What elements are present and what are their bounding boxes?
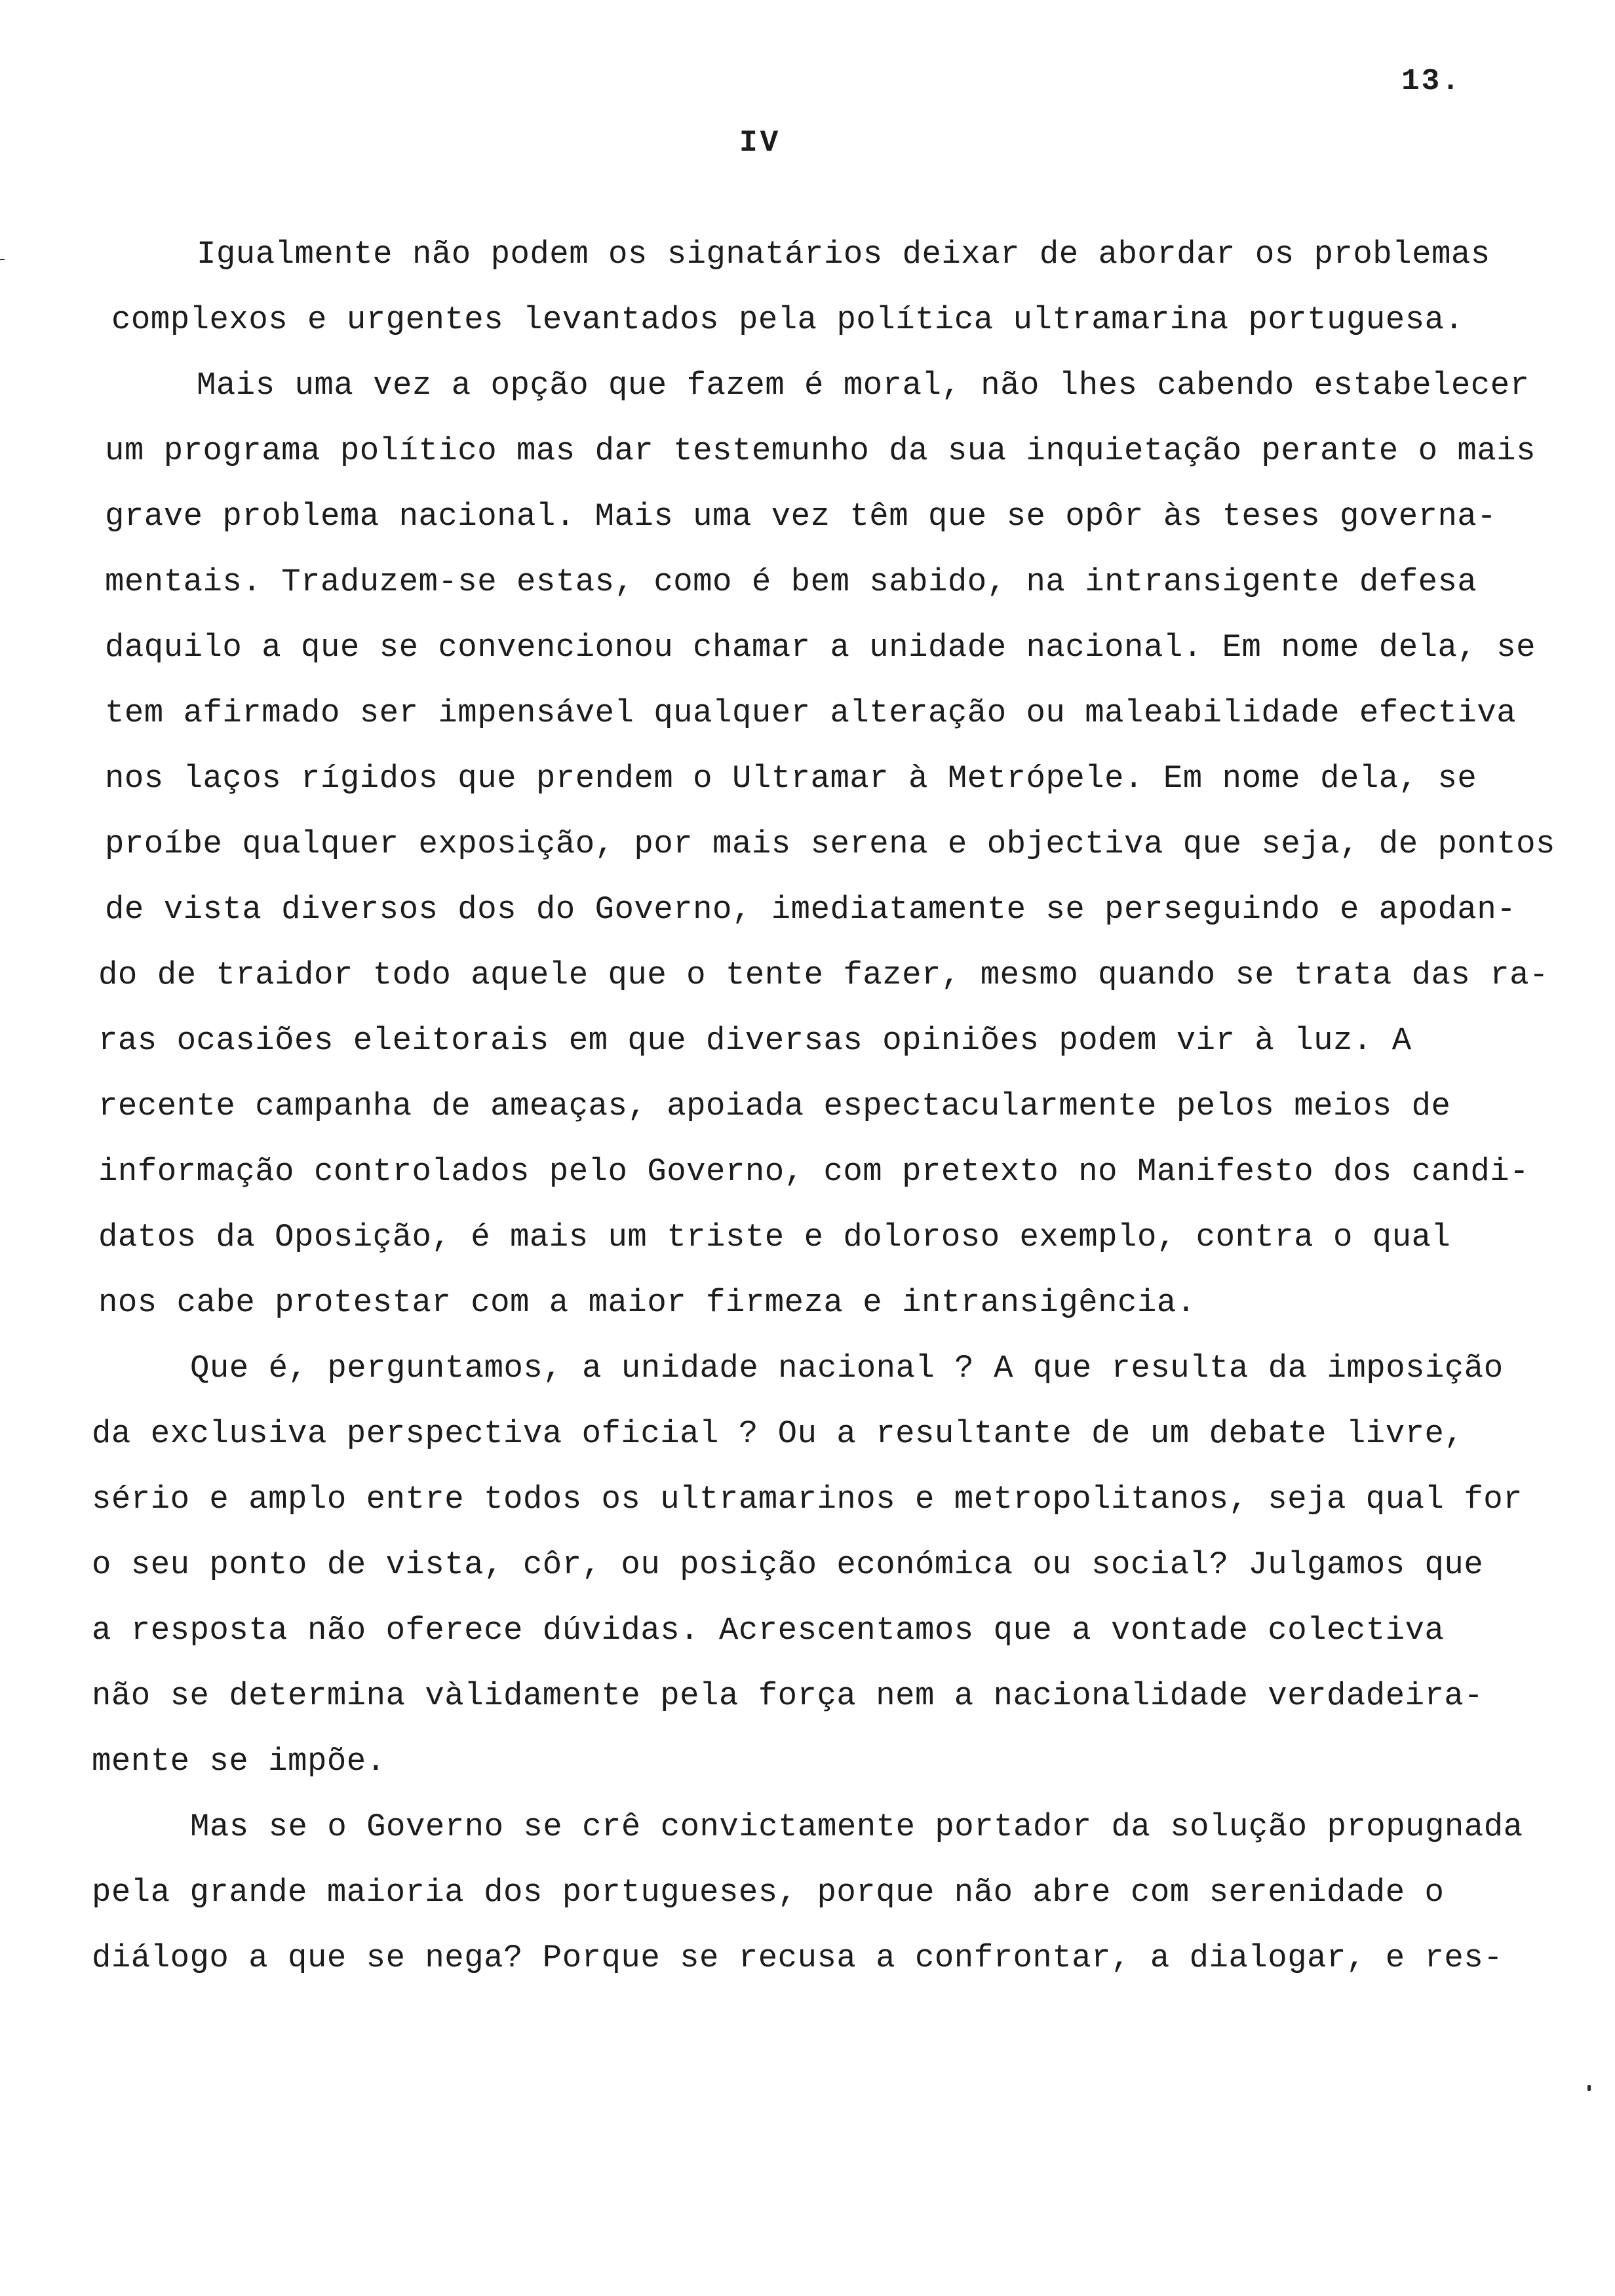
text-line: daquilo a que se convencionou chamar a unidade nacional. Em nome dela, se	[105, 629, 1536, 666]
body-text	[92, 221, 1560, 1991]
text-line: informação controlados pelo Governo, com pretexto no Manifesto dos candi-	[98, 1153, 1530, 1190]
text-line: de vista diversos dos do Governo, imediatamente se perseguindo e apodan-	[105, 891, 1517, 928]
text-line: a resposta não oferece dúvidas. Acrescentamos que a vontade colectiva	[92, 1612, 1445, 1649]
section-heading: IV	[739, 126, 781, 160]
text-line: da exclusiva perspectiva oficial ? Ou a resultante de um debate livre,	[92, 1415, 1464, 1452]
text-line: nos cabe protestar com a maior firmeza e intransigência.	[98, 1284, 1196, 1321]
page-number: 13.	[1401, 64, 1462, 98]
margin-tick-mark	[0, 259, 5, 260]
text-line: complexos e urgentes levantados pela política ultramarina portuguesa.	[111, 301, 1464, 338]
text-line: do de traidor todo aquele que o tente fazer, mesmo quando se trata das ra-	[98, 957, 1549, 993]
text-line: diálogo a que se nega? Porque se recusa a confrontar, a dialogar, e res-	[92, 1940, 1504, 1976]
text-line: mentais. Traduzem-se estas, como é bem sabido, na intransigente defesa	[105, 564, 1477, 600]
text-line: recente campanha de ameaças, apoiada espectacularmente pelos meios de	[98, 1088, 1451, 1124]
text-line: sério e amplo entre todos os ultramarinos e metropolitanos, seja qual for	[92, 1481, 1523, 1518]
text-line: Igualmente não podem os signatários deixar de abordar os problemas	[197, 236, 1490, 273]
text-line: datos da Oposição, é mais um triste e doloroso exemplo, contra o qual	[98, 1219, 1451, 1255]
text-line: ras ocasiões eleitorais em que diversas opiniões podem vir à luz. A	[98, 1022, 1412, 1059]
text-line: nos laços rígidos que prendem o Ultramar à Metrópele. Em nome dela, se	[105, 760, 1477, 797]
ink-speck-mark	[1587, 2085, 1591, 2091]
text-line: o seu ponto de vista, côr, ou posição económica ou social? Julgamos que	[92, 1546, 1484, 1583]
text-line: tem afirmado ser impensável qualquer alteração ou maleabilidade efectiva	[105, 695, 1517, 731]
text-line: proíbe qualquer exposição, por mais serena e objectiva que seja, de pontos	[105, 826, 1555, 862]
text-line: Que é, perguntamos, a unidade nacional ? A que resulta da imposição	[190, 1350, 1504, 1387]
text-line: não se determina vàlidamente pela força nem a nacionalidade verdadeira-	[92, 1677, 1484, 1714]
text-line: mente se impõe.	[92, 1743, 386, 1780]
text-line: um programa político mas dar testemunho da sua inquietação perante o mais	[105, 432, 1536, 469]
text-line: Mais uma vez a opção que fazem é moral, não lhes cabendo estabelecer	[197, 367, 1530, 404]
text-line: Mas se o Governo se crê convictamente portador da solução propugnada	[190, 1808, 1523, 1845]
text-line: pela grande maioria dos portugueses, porque não abre com serenidade o	[92, 1874, 1445, 1911]
text-line: grave problema nacional. Mais uma vez têm que se opôr às teses governa-	[105, 498, 1497, 535]
